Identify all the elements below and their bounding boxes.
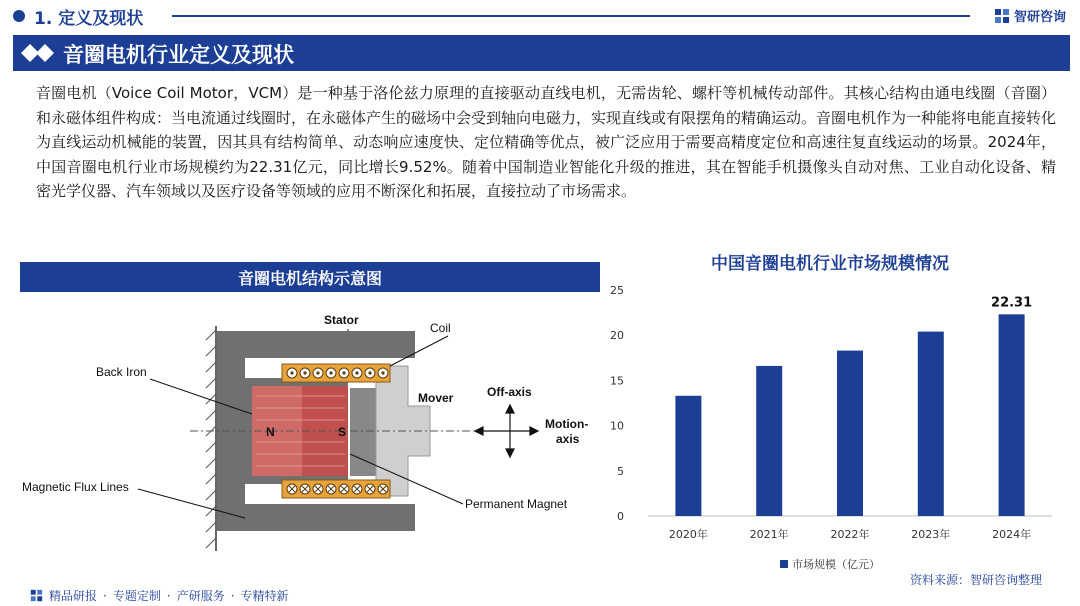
y-tick-label: 0 [617, 510, 624, 523]
diagram-title: 音圈电机结构示意图 [237, 269, 382, 288]
chart-title: 中国音圈电机行业市场规模情况 [711, 254, 949, 274]
y-tick-label: 10 [610, 419, 624, 433]
footer-separator: · [166, 588, 171, 603]
y-tick-label: 5 [617, 464, 624, 478]
bar [918, 332, 944, 516]
page-title: 音圈电机行业定义及现状 [63, 43, 294, 67]
market-size-bar-chart [600, 278, 1070, 553]
footer [30, 587, 289, 604]
label-permanent-magnet: Permanent Magnet [465, 497, 568, 511]
section-title: 1. 定义及现状 [34, 9, 144, 29]
legend-swatch [780, 560, 788, 568]
footer-item[interactable]: 产研服务 [176, 589, 225, 603]
x-tick-label: 2022年 [830, 528, 870, 541]
footer-item[interactable]: 专精特新 [240, 589, 289, 603]
label-south-pole: S [338, 425, 347, 439]
bar [837, 351, 863, 516]
label-stator: Stator [324, 313, 359, 327]
coil-top [282, 364, 390, 382]
footer-item[interactable]: 精品研报 [49, 589, 98, 603]
label-off-axis: Off-axis [487, 385, 532, 399]
motion-axis-arrows [475, 405, 538, 457]
double-diamond-icon [21, 44, 55, 62]
footer-logo-icon [30, 589, 43, 602]
bar [675, 396, 701, 516]
footer-separator: · [103, 588, 107, 603]
label-back-iron: Back Iron [96, 365, 147, 379]
label-north-pole: N [266, 425, 275, 439]
y-tick-label: 25 [610, 284, 624, 297]
title-banner [13, 35, 1070, 71]
label-motion-axis-1: Motion- [545, 417, 589, 431]
brand-logo-icon [994, 8, 1010, 24]
top-section-header [0, 0, 1080, 32]
x-tick-label: 2021年 [749, 528, 789, 541]
data-label: 22.31 [991, 295, 1033, 311]
vcm-structure-diagram [20, 296, 600, 574]
label-flux-lines: Magnetic Flux Lines [22, 480, 129, 494]
footer-item[interactable]: 专题定制 [112, 589, 161, 603]
bar [999, 314, 1025, 516]
brand [994, 6, 1066, 25]
brand-name: 智研咨询 [1013, 10, 1066, 25]
y-tick-label: 15 [610, 374, 624, 388]
diagram-header [20, 262, 600, 292]
bullet-dot-icon [13, 10, 25, 22]
label-motion-axis-2: axis [556, 432, 580, 446]
header-divider [172, 15, 970, 17]
label-coil: Coil [430, 321, 451, 335]
chart-legend [780, 556, 880, 572]
x-tick-label: 2023年 [911, 528, 951, 541]
bar [756, 366, 782, 516]
intro-paragraph: 音圈电机（Voice Coil Motor，VCM）是一种基于洛伦兹力原理的直接驱动直线电机，无需齿轮、螺杆等机械传动部件。其核心结构由通电线圈（音圈）和永磁体组件构成：当电流通过线圈时，在永磁体产生的磁场中会受到轴向电磁力，实现直线或有限摆角的精确运动。音圈电机作为一种能将电能直接转化为直线运动机械能的装置，因其具有结构简单、动态响应速度快、定位精确等优点，被广泛应用于需要高精度定位和高速往复直线运动的场景。2024年，中国音圈电机行业市场规模约为22.31亿元，同比增长9.52%。随着中国制造业智能化升级的推进，其在智能手机摄像头自动对焦、工业自动化设备、精密光学仪器、汽车领域以及医疗设备等领域的应用不断深化和拓展，直接拉动了市场需求。 [36, 84, 1057, 200]
label-mover: Mover [418, 391, 454, 405]
y-tick-label: 20 [610, 329, 624, 343]
x-tick-label: 2024年 [992, 528, 1032, 541]
x-tick-label: 2020年 [668, 528, 708, 541]
coil-bottom [282, 480, 390, 498]
footer-separator: · [230, 588, 235, 603]
legend-label: 市场规模（亿元） [792, 558, 880, 571]
source-note: 资料来源：智研咨询整理 [909, 573, 1042, 587]
fixed-wall [206, 326, 216, 551]
